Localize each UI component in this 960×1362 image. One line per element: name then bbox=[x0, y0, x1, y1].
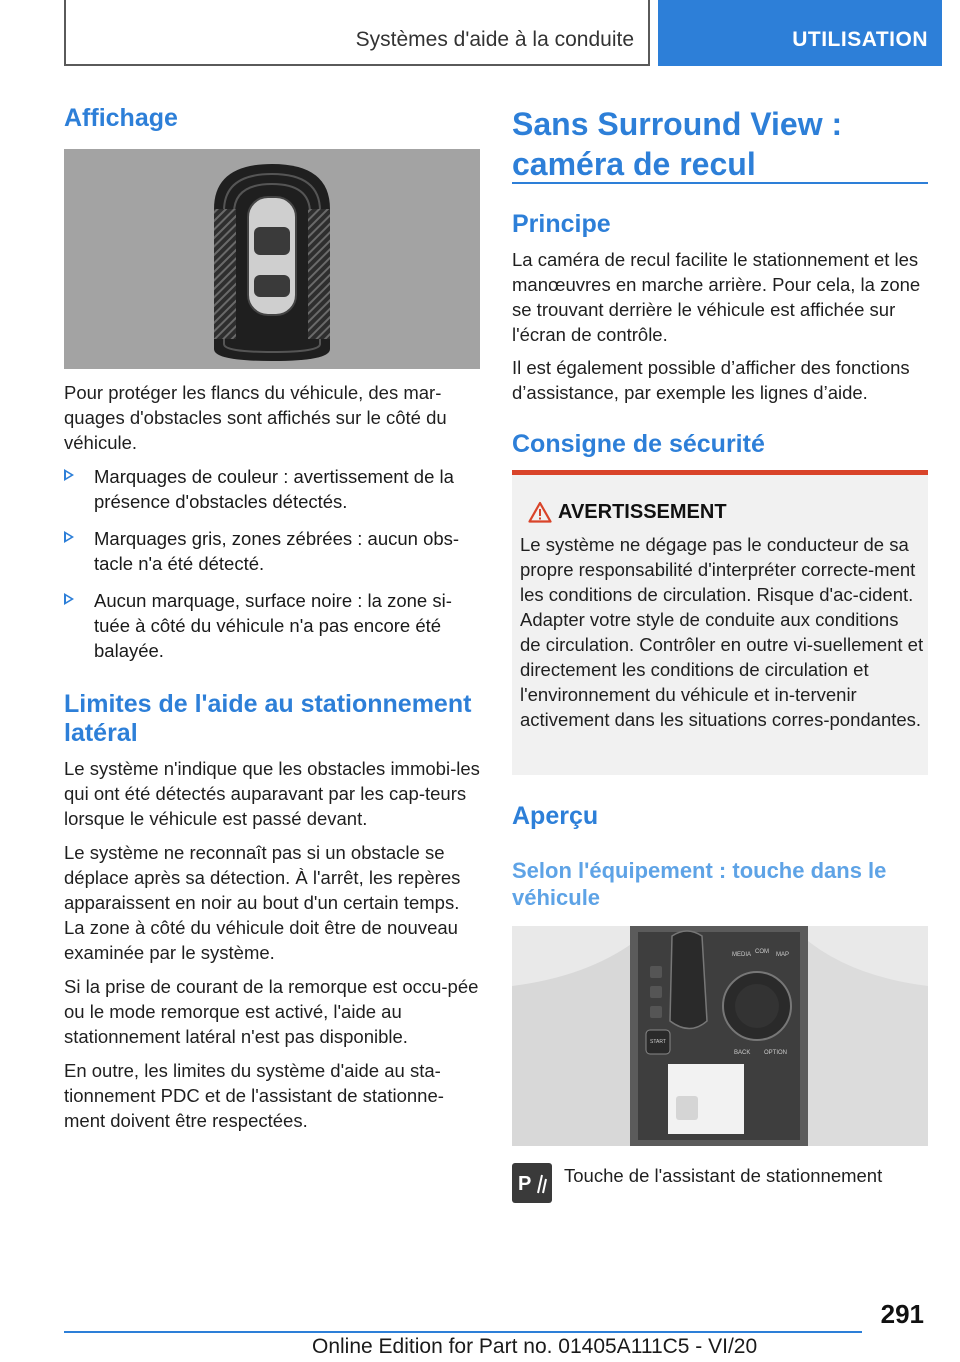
heading-divider bbox=[512, 182, 928, 184]
center-console-illustration bbox=[512, 926, 928, 1146]
apercu-heading: Aperçu bbox=[512, 802, 599, 830]
triangle-bullet-icon bbox=[64, 531, 74, 543]
list-item: Marquages gris, zones zébrées : aucun obs-tacle n'a été détecté. bbox=[64, 526, 480, 576]
selon-heading: Selon l'équipement : touche dans le véhicule bbox=[512, 858, 887, 910]
footer-edition: Online Edition for Part no. 01405A111C5 - VI/20 bbox=[312, 1335, 758, 1358]
parking-display-image bbox=[64, 149, 480, 369]
console-back-label: BACK bbox=[734, 1050, 751, 1056]
affichage-heading: Affichage bbox=[64, 104, 178, 132]
parking-display-illustration bbox=[64, 149, 480, 369]
parking-assistant-button-icon bbox=[512, 1163, 552, 1203]
main-section-heading: Sans Surround View : caméra de recul bbox=[512, 106, 843, 182]
limites-paragraph-1: Le système n'indique que les obstacles immobi-les qui ont été détectés auparavant par les cap-teurs lorsque le véhicule est passé devant. bbox=[64, 758, 480, 829]
header-chapter-title: UTILISATION bbox=[792, 28, 928, 51]
list-item: Marquages de couleur : avertissement de la présence d'obstacles détectés. bbox=[64, 464, 480, 514]
console-map-label: MAP bbox=[776, 952, 790, 958]
svg-text:P: P bbox=[518, 1173, 532, 1195]
limites-heading: Limites de l'aide au stationnement latéral bbox=[64, 690, 472, 747]
console-media-label: MEDIA bbox=[732, 952, 752, 958]
consigne-heading: Consigne de sécurité bbox=[512, 430, 765, 458]
limites-paragraph-4: En outre, les limites du système d'aide au sta-tionnement PDC et de l'assistant de stationne-ment doivent être respectées. bbox=[64, 1060, 444, 1131]
principe-paragraph-2: Il est également possible d’afficher des fonctions d’assistance, par exemple les lignes d’aide. bbox=[512, 357, 910, 403]
limites-paragraph-2: Le système ne reconnaît pas si un obstacle se déplace après sa détection. À l'arrêt, les repères apparaissent en noir au bout d'un certain temps. La zone à côté du véhicule doit être de nouveau examinée par le système. bbox=[64, 842, 461, 963]
principe-heading: Principe bbox=[512, 210, 611, 238]
header-chapter-tab bbox=[658, 0, 942, 66]
limites-paragraph-3: Si la prise de courant de la remorque est occu-pée ou le mode remorque est activé, l'aide au stationnement latéral n'est pas disponible. bbox=[64, 976, 479, 1047]
affichage-paragraph: Pour protéger les flancs du véhicule, des mar-quages d'obstacles sont affichés sur le côté du véhicule. bbox=[64, 382, 447, 453]
console-start-label: START bbox=[650, 1039, 666, 1045]
triangle-bullet-icon bbox=[64, 469, 74, 481]
warning-text: Le système ne dégage pas le conducteur de sa propre responsabilité d'interpréter correcte-ment les conditions de circulation. Risque d'ac-cident. Adapter votre style de conduite aux conditions de circulation. Contrôler en outre vi-suellement et directement les conditions de circulation et l'environnement du véhicule et in-tervenir activement dans les situations corres-pondantes. bbox=[520, 534, 924, 730]
console-com-label: COM bbox=[755, 949, 769, 955]
triangle-bullet-icon bbox=[64, 593, 74, 605]
warning-triangle-icon bbox=[528, 501, 552, 523]
console-option-label: OPTION bbox=[764, 1050, 788, 1056]
affichage-bullet-list bbox=[64, 464, 480, 675]
footer-divider bbox=[64, 1331, 862, 1333]
principe-paragraph-1: La caméra de recul facilite le stationnement et les manœuvres en marche arrière. Pour cela, la zone se trouvant derrière le véhicule est affichée sur l'écran de contrôle. bbox=[512, 249, 921, 345]
warning-label: AVERTISSEMENT bbox=[558, 501, 727, 523]
page-number: 291 bbox=[880, 1299, 924, 1329]
touche-caption: Touche de l'assistant de stationnement bbox=[564, 1165, 883, 1186]
list-item: Aucun marquage, surface noire : la zone si-tuée à côté du véhicule n'a pas encore été balayée. bbox=[64, 588, 480, 663]
warning-box bbox=[512, 470, 928, 775]
header-section-title: Systèmes d'aide à la conduite bbox=[355, 28, 634, 51]
header-section-box bbox=[64, 0, 650, 66]
center-console-image bbox=[512, 926, 928, 1146]
